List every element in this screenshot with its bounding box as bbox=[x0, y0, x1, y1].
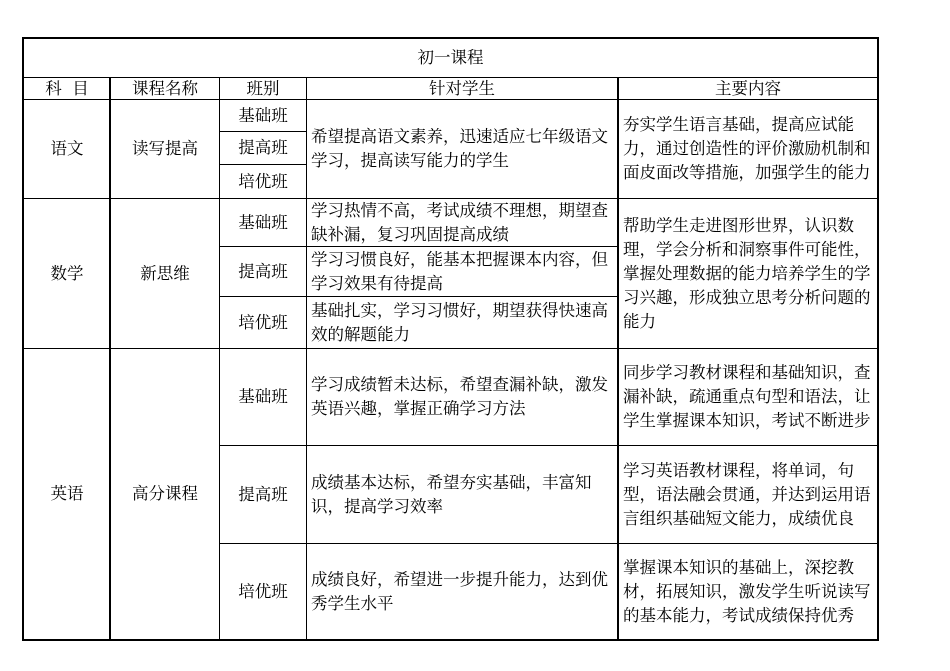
target-students-text: 成绩良好，希望进一步提升能力，达到优秀学生水平 bbox=[311, 569, 608, 613]
header-target bbox=[307, 78, 617, 99]
class-label-text: 基础班 bbox=[238, 212, 288, 232]
target-students-text: 成绩基本达标，希望夯实基础，丰富知识，提高学习效率 bbox=[311, 472, 592, 516]
class-label bbox=[220, 297, 306, 348]
main-content bbox=[619, 446, 877, 543]
main-content-text: 学习英语教材课程，将单词，句型，语法融会贯通，并达到运用语言组织基础短文能力，成绩优良 bbox=[623, 460, 871, 528]
subject-math-text: 数学 bbox=[50, 263, 84, 283]
main-content-text: 帮助学生走进图形世界，认识数理，学会分析和洞察事件可能性，掌握处理数据的能力培养学生的学习兴趣，形成独立思考分析问题的能力 bbox=[623, 215, 871, 331]
column-divider bbox=[617, 77, 619, 639]
subject-english-text: 英语 bbox=[50, 484, 84, 503]
class-label bbox=[220, 100, 306, 131]
class-label-text: 培优班 bbox=[238, 171, 288, 191]
course-table bbox=[22, 37, 879, 641]
header-target-text: 针对学生 bbox=[429, 78, 495, 98]
main-content bbox=[619, 544, 877, 639]
table-title bbox=[24, 39, 877, 77]
header-content-text: 主要内容 bbox=[715, 78, 781, 98]
target-students bbox=[307, 199, 617, 246]
header-course-name-text: 课程名称 bbox=[132, 78, 198, 98]
class-label bbox=[220, 165, 306, 198]
main-content bbox=[619, 100, 877, 198]
column-divider bbox=[219, 77, 220, 639]
course-english-text: 高分课程 bbox=[132, 484, 198, 503]
class-label-text: 基础班 bbox=[238, 387, 288, 406]
class-label bbox=[220, 247, 306, 296]
header-class-type-text: 班别 bbox=[246, 78, 280, 98]
target-students bbox=[307, 446, 617, 543]
column-divider bbox=[109, 77, 111, 639]
subject-chinese-text: 语文 bbox=[50, 139, 84, 158]
class-label-text: 提高班 bbox=[238, 138, 288, 157]
class-label-text: 基础班 bbox=[238, 105, 288, 125]
class-label bbox=[220, 349, 306, 445]
header-class-type bbox=[220, 78, 306, 99]
target-students bbox=[307, 297, 617, 348]
class-label-text: 培优班 bbox=[238, 581, 288, 601]
header-subject bbox=[24, 78, 110, 99]
class-label bbox=[220, 199, 306, 246]
course-math-text: 新思维 bbox=[140, 263, 190, 283]
subject-math bbox=[24, 199, 110, 348]
course-math bbox=[111, 199, 219, 348]
target-students bbox=[307, 247, 617, 296]
target-students bbox=[307, 100, 617, 198]
course-chinese bbox=[111, 100, 219, 198]
target-students-text: 学习成绩暂未达标，希望查漏补缺，激发英语兴趣，掌握正确学习方法 bbox=[311, 375, 608, 418]
header-course-name bbox=[111, 78, 219, 99]
column-divider bbox=[306, 77, 307, 639]
class-label-text: 提高班 bbox=[238, 484, 288, 504]
target-students bbox=[307, 544, 617, 639]
course-english bbox=[111, 349, 219, 639]
target-students bbox=[307, 349, 617, 445]
table-title-text: 初一课程 bbox=[417, 48, 484, 67]
class-label bbox=[220, 446, 306, 543]
course-chinese-text: 读写提高 bbox=[132, 139, 198, 158]
header-content bbox=[619, 78, 877, 99]
main-content bbox=[619, 199, 877, 348]
main-content-text: 掌握课本知识的基础上，深挖教材，拓展知识，激发学生听说读写的基本能力，考试成绩保持优秀 bbox=[623, 557, 871, 625]
target-students-text: 基础扎实，学习习惯好，期望获得快速高效的解题能力 bbox=[311, 300, 608, 344]
main-content-text: 同步学习教材课程和基础知识，查漏补缺，疏通重点句型和语法，让学生掌握课本知识，考试不断进步 bbox=[623, 363, 871, 430]
header-subject-text: 科 目 bbox=[45, 78, 89, 98]
subject-english bbox=[24, 349, 110, 639]
class-label bbox=[220, 544, 306, 639]
target-students-text: 希望提高语文素养，迅速适应七年级语文学习，提高读写能力的学生 bbox=[311, 127, 608, 170]
class-label bbox=[220, 132, 306, 164]
main-content bbox=[619, 349, 877, 445]
target-students-text: 学习热情不高，考试成绩不理想，期望查缺补漏，复习巩固提高成绩 bbox=[311, 200, 608, 244]
main-content-text: 夯实学生语言基础，提高应试能力，通过创造性的评价激励机制和面皮面改等措施，加强学生的能力 bbox=[623, 115, 871, 182]
subject-chinese bbox=[24, 100, 110, 198]
target-students-text: 学习习惯良好，能基本把握课本内容，但学习效果有待提高 bbox=[311, 249, 608, 293]
class-label-text: 培优班 bbox=[238, 312, 288, 332]
class-label-text: 提高班 bbox=[238, 261, 288, 281]
